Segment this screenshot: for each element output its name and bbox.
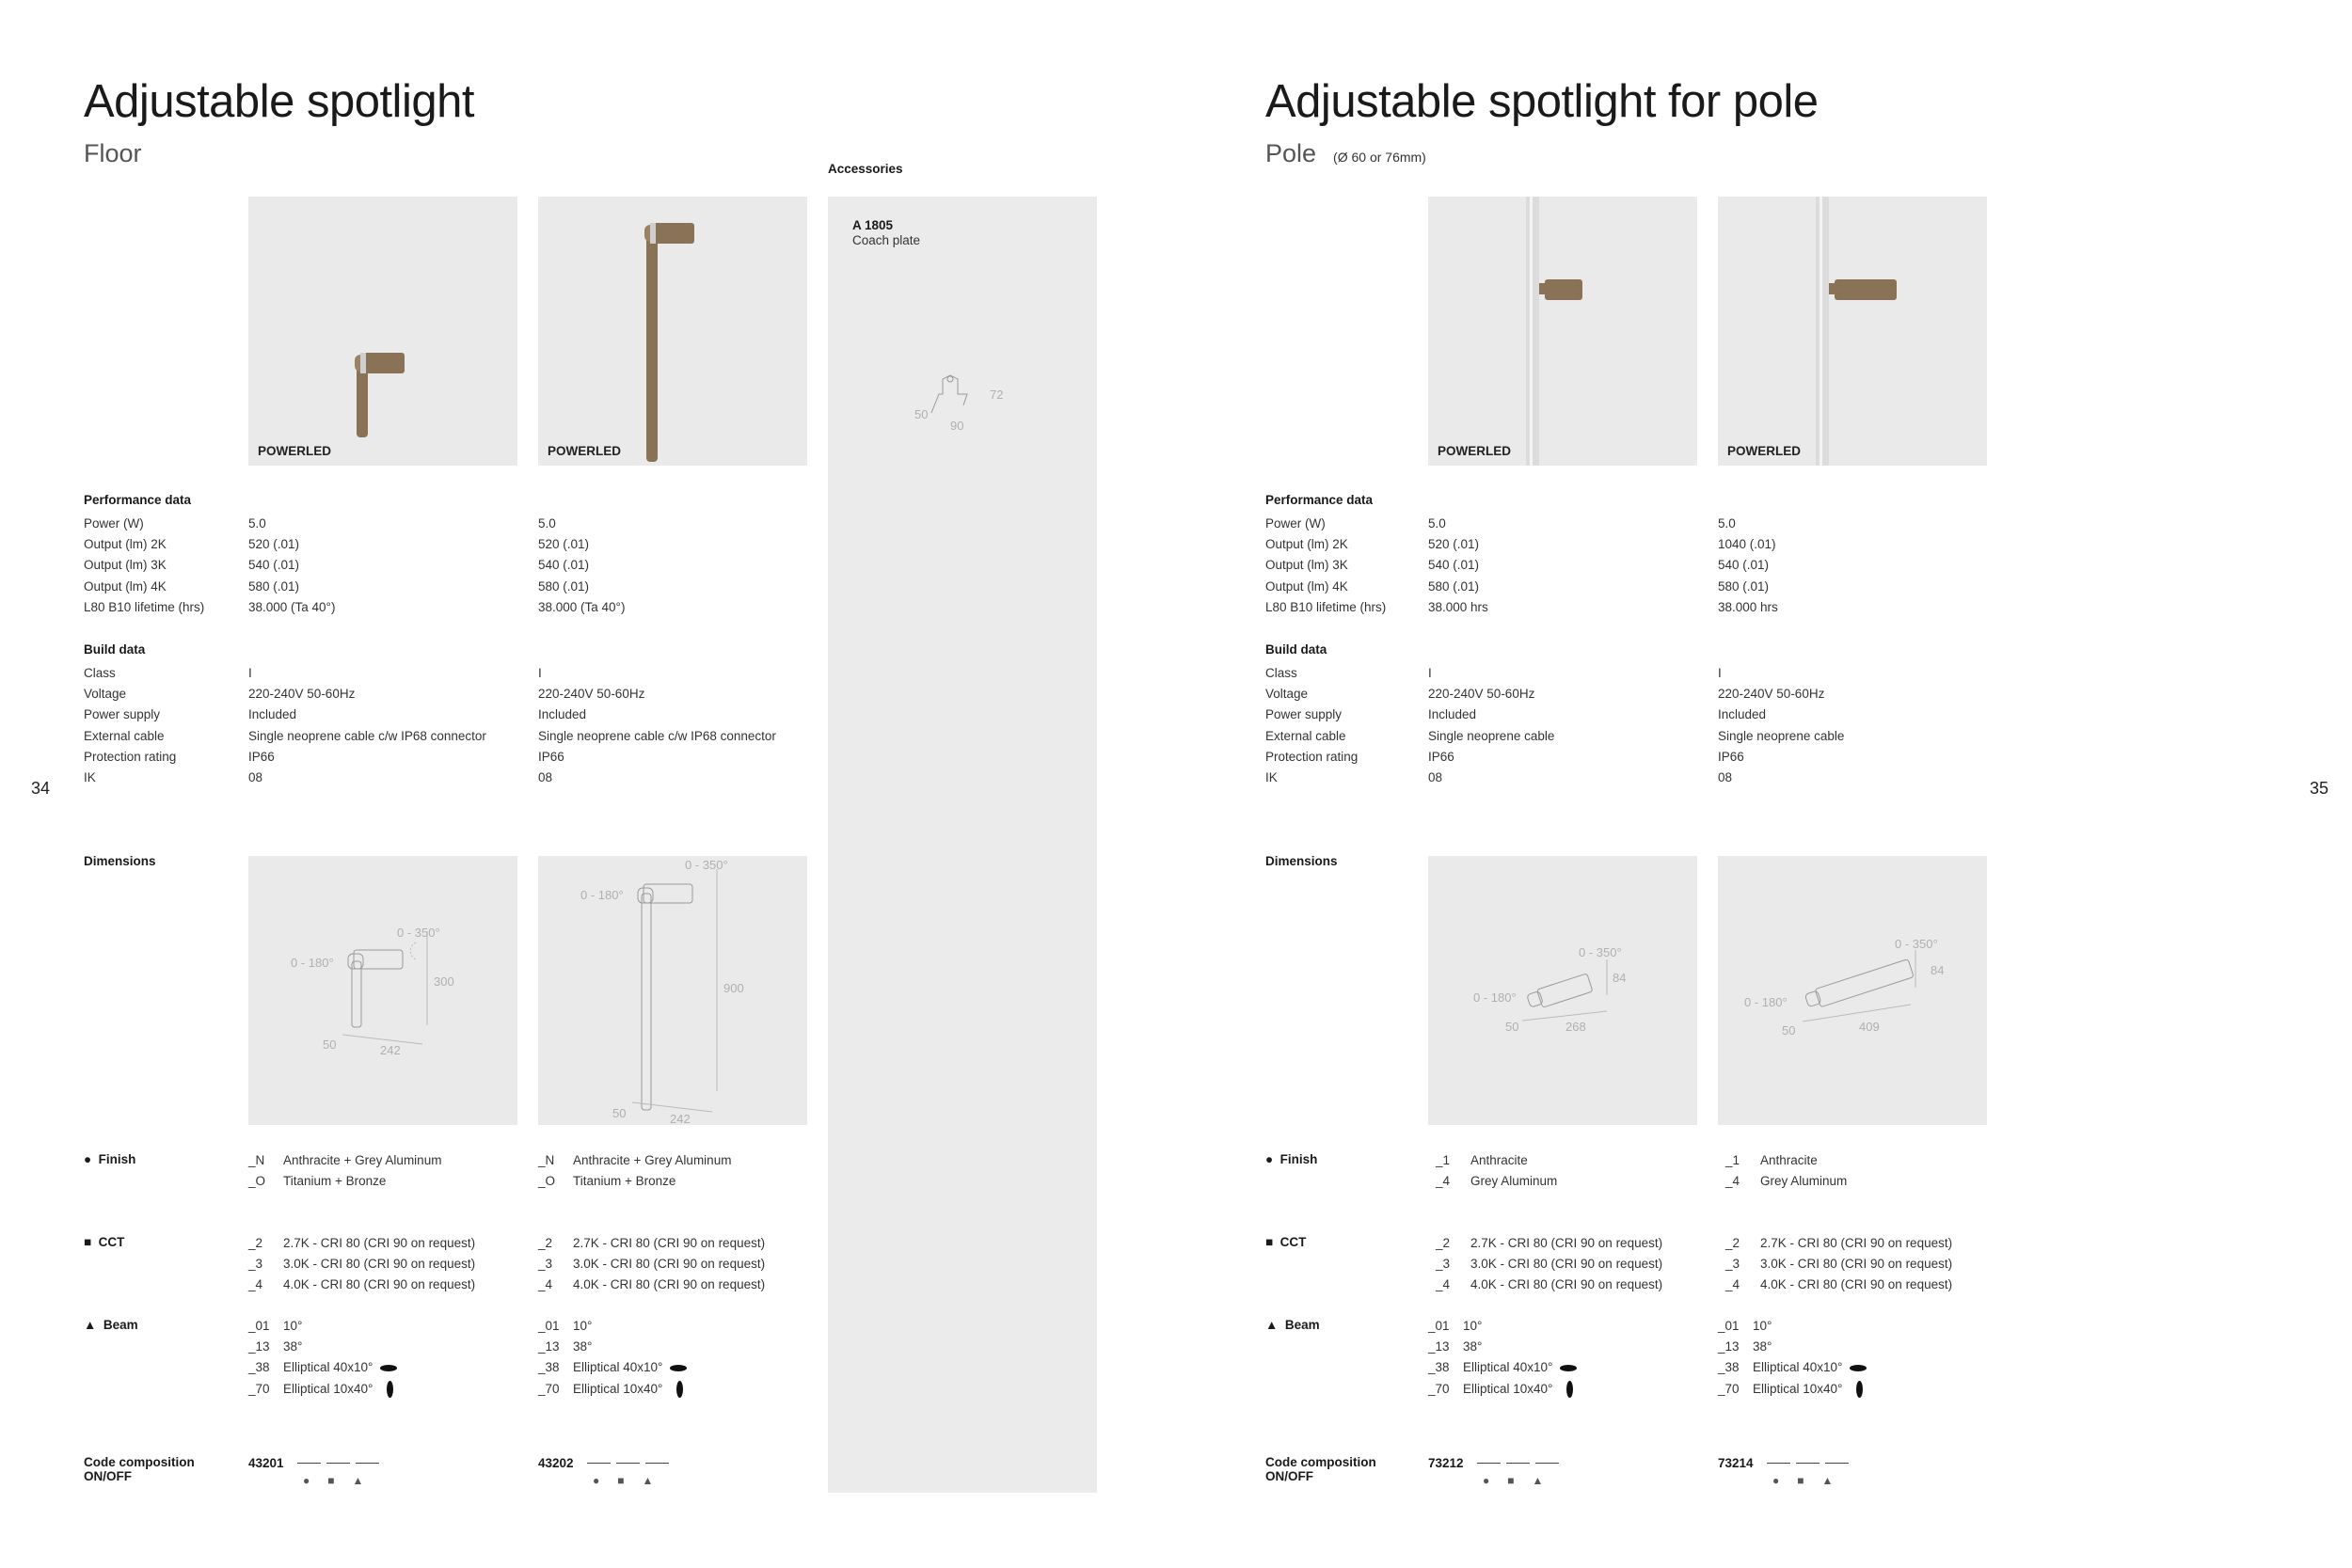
option-row: _70 Elliptical 10x40° xyxy=(248,1379,397,1400)
code-symbols: ●■▲ xyxy=(1483,1474,1562,1487)
option-row: _3 3.0K - CRI 80 (CRI 90 on request) xyxy=(538,1257,766,1272)
cct-options-col1 xyxy=(248,1233,475,1296)
product-code: 43202 xyxy=(538,1456,574,1470)
product-tag-powerled: POWERLED xyxy=(1438,444,1512,458)
value-power: 5.0 xyxy=(538,516,556,531)
option-row: _70 Elliptical 10x40° xyxy=(538,1379,687,1400)
label-voltage: Voltage xyxy=(1265,687,1309,702)
dim-height: 72 xyxy=(990,388,1004,402)
spotlight-short-illustration xyxy=(248,197,517,466)
option-row: _4 4.0K - CRI 80 (CRI 90 on request) xyxy=(1436,1277,1663,1292)
horizontal-ellipse-icon xyxy=(670,1365,687,1371)
beam-options-col2 xyxy=(538,1316,687,1400)
value-lifetime: 38.000 hrs xyxy=(1428,599,1488,614)
value-class: I xyxy=(538,666,542,680)
finish-options-col1 xyxy=(1436,1150,1557,1192)
finish-options-col2 xyxy=(538,1150,731,1192)
value-output-3k: 540 (.01) xyxy=(1428,558,1480,573)
pole-spotlight-short-illustration xyxy=(1428,197,1697,466)
dim-tilt: 0 - 180° xyxy=(1473,990,1517,1005)
label-power: Power (W) xyxy=(84,516,144,531)
dim-tilt: 0 - 180° xyxy=(1744,995,1788,1009)
label-ik: IK xyxy=(1265,770,1278,785)
cct-label: CCT xyxy=(98,1235,125,1249)
cct-options-col1 xyxy=(1436,1233,1662,1296)
value-output-2k: 520 (.01) xyxy=(538,537,590,552)
left-page-title: Adjustable spotlight xyxy=(84,76,474,127)
dim-width: 50 xyxy=(323,1037,337,1052)
dim-tilt: 0 - 180° xyxy=(580,888,624,902)
horizontal-ellipse-icon xyxy=(1560,1365,1577,1371)
dimension-drawing-short xyxy=(248,856,517,1125)
option-row: _3 3.0K - CRI 80 (CRI 90 on request) xyxy=(1725,1257,1953,1272)
finish-heading xyxy=(1265,1152,1317,1166)
value-ik: 08 xyxy=(538,770,553,785)
value-class: I xyxy=(248,666,252,680)
value-output-2k: 1040 (.01) xyxy=(1718,537,1776,552)
label-output-3k: Output (lm) 3K xyxy=(1265,558,1348,573)
value-output-4k: 580 (.01) xyxy=(538,578,590,594)
build-values-col1 xyxy=(1428,663,1554,788)
performance-values-col1 xyxy=(1428,514,1488,618)
label-protection-rating: Protection rating xyxy=(84,749,177,764)
vertical-ellipse-icon xyxy=(387,1381,393,1398)
vertical-ellipse-icon xyxy=(1566,1381,1573,1398)
performance-values-col2 xyxy=(1718,514,1778,618)
finish-label: Finish xyxy=(1279,1152,1318,1166)
cct-heading xyxy=(1265,1235,1306,1249)
code-composition-col2 xyxy=(538,1455,675,1487)
value-protection-rating: IP66 xyxy=(538,749,564,764)
dim-height: 900 xyxy=(723,981,744,995)
dimension-drawing-pole-long-svg xyxy=(1718,856,1987,1125)
dimension-drawing-floor-tall xyxy=(538,856,807,1125)
beam-heading xyxy=(1265,1318,1320,1332)
build-heading: Build data xyxy=(1265,642,1327,657)
right-page-subtitle: Pole (Ø 60 or 76mm) xyxy=(1265,139,1426,167)
value-power: 5.0 xyxy=(1428,516,1446,531)
value-voltage: 220-240V 50-60Hz xyxy=(1428,687,1535,702)
product-image-floor-short xyxy=(248,197,517,466)
label-class: Class xyxy=(1265,666,1297,680)
dimensions-heading: Dimensions xyxy=(84,854,156,868)
performance-heading: Performance data xyxy=(84,493,192,507)
right-page-title: Adjustable spotlight for pole xyxy=(1265,76,1819,127)
value-lifetime: 38.000 (Ta 40°) xyxy=(248,599,336,614)
cct-label: CCT xyxy=(1279,1235,1307,1249)
value-output-2k: 520 (.01) xyxy=(248,537,300,552)
pole-spotlight-long-illustration xyxy=(1718,197,1987,466)
label-output-4k: Output (lm) 4K xyxy=(84,578,167,594)
finish-options-col2 xyxy=(1725,1150,1847,1192)
build-values-col2 xyxy=(538,663,776,788)
beam-label: Beam xyxy=(103,1318,138,1332)
performance-values-col2 xyxy=(538,514,625,618)
dimension-drawing-pole-short-svg xyxy=(1428,856,1697,1125)
dim-length: 409 xyxy=(1859,1020,1880,1034)
performance-values-col1 xyxy=(248,514,335,618)
vertical-ellipse-icon xyxy=(1856,1381,1863,1398)
build-heading: Build data xyxy=(84,642,146,657)
label-protection-rating: Protection rating xyxy=(1265,749,1359,764)
product-tag-powerled: POWERLED xyxy=(1727,444,1802,458)
value-protection-rating: IP66 xyxy=(1428,749,1454,764)
accessories-heading: Accessories xyxy=(828,162,903,176)
product-image-floor-tall xyxy=(538,197,807,466)
cct-heading xyxy=(84,1235,124,1249)
option-row: _4 Grey Aluminum xyxy=(1725,1174,1848,1189)
option-row: _2 2.7K - CRI 80 (CRI 90 on request) xyxy=(538,1236,766,1250)
label-power: Power (W) xyxy=(1265,516,1326,531)
value-output-4k: 580 (.01) xyxy=(248,578,300,594)
dim-tilt: 0 - 180° xyxy=(291,956,334,970)
code-composition-col1 xyxy=(248,1455,385,1487)
label-output-2k: Output (lm) 2K xyxy=(1265,537,1348,552)
finish-label: Finish xyxy=(98,1152,136,1166)
value-output-4k: 580 (.01) xyxy=(1428,578,1480,594)
accessory-name: Coach plate xyxy=(852,233,921,247)
vertical-ellipse-icon xyxy=(676,1381,683,1398)
option-row: _38 Elliptical 40x10° xyxy=(538,1357,687,1378)
value-power: 5.0 xyxy=(1718,516,1736,531)
circle-icon: ● xyxy=(84,1152,92,1166)
label-output-2k: Output (lm) 2K xyxy=(84,537,167,552)
right-page-number: 35 xyxy=(2310,779,2329,798)
triangle-icon: ▲ xyxy=(84,1318,97,1332)
option-row: _4 Grey Aluminum xyxy=(1436,1174,1558,1189)
value-voltage: 220-240V 50-60Hz xyxy=(248,687,356,702)
value-class: I xyxy=(1428,666,1432,680)
option-row: _38 Elliptical 40x10° xyxy=(1428,1357,1577,1378)
beam-heading xyxy=(84,1318,138,1332)
option-row: _N Anthracite + Grey Aluminum xyxy=(538,1153,732,1167)
value-output-3k: 540 (.01) xyxy=(248,558,300,573)
dim-rotation: 0 - 350° xyxy=(397,926,440,940)
option-row: _38 Elliptical 40x10° xyxy=(1718,1357,1867,1378)
value-external-cable: Single neoprene cable xyxy=(1428,728,1555,743)
option-row: _3 3.0K - CRI 80 (CRI 90 on request) xyxy=(1436,1257,1663,1272)
code-composition-col1 xyxy=(1428,1455,1565,1487)
value-external-cable: Single neoprene cable xyxy=(1718,728,1845,743)
label-voltage: Voltage xyxy=(84,687,127,702)
option-row: _4 4.0K - CRI 80 (CRI 90 on request) xyxy=(1725,1277,1953,1292)
option-row: _2 2.7K - CRI 80 (CRI 90 on request) xyxy=(248,1236,476,1250)
accessory-code: A 1805 xyxy=(852,218,894,232)
label-output-3k: Output (lm) 3K xyxy=(84,558,167,573)
dim-length: 90 xyxy=(950,419,964,432)
value-protection-rating: IP66 xyxy=(248,749,275,764)
dim-height: 300 xyxy=(434,974,454,989)
label-ik: IK xyxy=(84,770,96,785)
option-row: _2 2.7K - CRI 80 (CRI 90 on request) xyxy=(1436,1236,1663,1250)
dim-height: 84 xyxy=(1931,963,1945,977)
option-row: _70 Elliptical 10x40° xyxy=(1428,1379,1577,1400)
value-external-cable: Single neoprene cable c/w IP68 connector xyxy=(538,728,776,743)
horizontal-ellipse-icon xyxy=(380,1365,397,1371)
option-row: _O Titanium + Bronze xyxy=(248,1174,387,1189)
option-row: _3 3.0K - CRI 80 (CRI 90 on request) xyxy=(248,1257,476,1272)
value-power: 5.0 xyxy=(248,516,266,531)
dim-height: 84 xyxy=(1613,971,1627,985)
dim-length: 242 xyxy=(670,1112,691,1125)
value-class: I xyxy=(1718,666,1722,680)
label-power-supply: Power supply xyxy=(84,707,161,722)
product-code: 73214 xyxy=(1718,1456,1754,1470)
value-ik: 08 xyxy=(248,770,263,785)
option-row: _13 38° xyxy=(1428,1339,1483,1354)
build-labels xyxy=(1265,663,1358,788)
label-lifetime: L80 B10 lifetime (hrs) xyxy=(1265,599,1387,614)
dim-width: 50 xyxy=(1782,1023,1796,1037)
dim-rotation: 0 - 350° xyxy=(1579,945,1622,959)
product-tag-powerled: POWERLED xyxy=(258,444,332,458)
value-lifetime: 38.000 hrs xyxy=(1718,599,1778,614)
option-row: _01 10° xyxy=(538,1319,593,1333)
performance-labels xyxy=(1265,514,1386,618)
option-row: _13 38° xyxy=(1718,1339,1772,1354)
value-voltage: 220-240V 50-60Hz xyxy=(538,687,645,702)
accessories-panel xyxy=(828,197,1097,1493)
beam-options-col2 xyxy=(1718,1316,1867,1400)
dim-length: 242 xyxy=(380,1043,401,1057)
label-external-cable: External cable xyxy=(84,728,165,743)
label-lifetime: L80 B10 lifetime (hrs) xyxy=(84,599,205,614)
option-row: _01 10° xyxy=(1428,1319,1483,1333)
option-row: _4 4.0K - CRI 80 (CRI 90 on request) xyxy=(248,1277,476,1292)
finish-heading xyxy=(84,1152,135,1166)
product-image-pole-long xyxy=(1718,197,1987,466)
cct-options-col2 xyxy=(1725,1233,1952,1296)
dimension-drawing-floor-short xyxy=(248,856,517,1125)
dimension-drawing-tall xyxy=(538,856,807,1125)
label-class: Class xyxy=(84,666,116,680)
dimensions-heading: Dimensions xyxy=(1265,854,1338,868)
dim-width: 50 xyxy=(612,1106,627,1120)
beam-options-col1 xyxy=(1428,1316,1577,1400)
option-row: _01 10° xyxy=(1718,1319,1772,1333)
triangle-icon: ▲ xyxy=(1265,1318,1279,1332)
option-row: _4 4.0K - CRI 80 (CRI 90 on request) xyxy=(538,1277,766,1292)
dim-rotation: 0 - 350° xyxy=(685,858,728,872)
option-row: _1 Anthracite xyxy=(1725,1153,1818,1167)
performance-labels xyxy=(84,514,204,618)
value-external-cable: Single neoprene cable c/w IP68 connector xyxy=(248,728,486,743)
option-row: _O Titanium + Bronze xyxy=(538,1174,676,1189)
left-page-number: 34 xyxy=(31,779,51,798)
product-code: 73212 xyxy=(1428,1456,1464,1470)
code-symbols: ●■▲ xyxy=(593,1474,672,1487)
value-ik: 08 xyxy=(1718,770,1733,785)
value-ik: 08 xyxy=(1428,770,1443,785)
performance-heading: Performance data xyxy=(1265,493,1374,507)
value-power-supply: Included xyxy=(1718,707,1767,722)
option-row: _13 38° xyxy=(538,1339,593,1354)
product-code: 43201 xyxy=(248,1456,284,1470)
coach-plate-drawing xyxy=(903,356,1025,432)
build-values-col1 xyxy=(248,663,486,788)
option-row: _2 2.7K - CRI 80 (CRI 90 on request) xyxy=(1725,1236,1953,1250)
dim-width: 50 xyxy=(914,407,929,421)
code-symbols: ●■▲ xyxy=(303,1474,382,1487)
option-row: _38 Elliptical 40x10° xyxy=(248,1357,397,1378)
finish-options-col1 xyxy=(248,1150,441,1192)
product-tag-powerled: POWERLED xyxy=(548,444,622,458)
value-output-4k: 580 (.01) xyxy=(1718,578,1770,594)
option-row: _1 Anthracite xyxy=(1436,1153,1528,1167)
code-symbols: ●■▲ xyxy=(1772,1474,1851,1487)
dimension-drawing-pole-short xyxy=(1428,856,1697,1125)
value-voltage: 220-240V 50-60Hz xyxy=(1718,687,1825,702)
dim-length: 268 xyxy=(1565,1020,1586,1034)
label-external-cable: External cable xyxy=(1265,728,1346,743)
beam-label: Beam xyxy=(1284,1318,1320,1332)
value-power-supply: Included xyxy=(538,707,587,722)
dim-width: 50 xyxy=(1505,1020,1519,1034)
build-values-col2 xyxy=(1718,663,1844,788)
code-composition-heading: Code composition ON/OFF xyxy=(1265,1455,1376,1483)
square-icon: ■ xyxy=(84,1235,92,1249)
circle-icon: ● xyxy=(1265,1152,1274,1166)
option-row: _13 38° xyxy=(248,1339,303,1354)
value-lifetime: 38.000 (Ta 40°) xyxy=(538,599,626,614)
cct-options-col2 xyxy=(538,1233,765,1296)
beam-options-col1 xyxy=(248,1316,397,1400)
value-power-supply: Included xyxy=(248,707,297,722)
value-output-2k: 520 (.01) xyxy=(1428,537,1480,552)
build-labels xyxy=(84,663,176,788)
label-output-4k: Output (lm) 4K xyxy=(1265,578,1348,594)
option-row: _01 10° xyxy=(248,1319,303,1333)
value-output-3k: 540 (.01) xyxy=(1718,558,1770,573)
code-composition-heading: Code composition ON/OFF xyxy=(84,1455,195,1483)
value-output-3k: 540 (.01) xyxy=(538,558,590,573)
square-icon: ■ xyxy=(1265,1235,1274,1249)
value-power-supply: Included xyxy=(1428,707,1477,722)
dim-rotation: 0 - 350° xyxy=(1895,937,1938,951)
option-row: _N Anthracite + Grey Aluminum xyxy=(248,1153,442,1167)
label-power-supply: Power supply xyxy=(1265,707,1343,722)
dimension-drawing-pole-long xyxy=(1718,856,1987,1125)
product-image-pole-short xyxy=(1428,197,1697,466)
value-protection-rating: IP66 xyxy=(1718,749,1744,764)
code-composition-col2 xyxy=(1718,1455,1854,1487)
pole-diameter-note: (Ø 60 or 76mm) xyxy=(1333,150,1426,165)
horizontal-ellipse-icon xyxy=(1850,1365,1867,1371)
spotlight-tall-illustration xyxy=(538,197,807,466)
option-row: _70 Elliptical 10x40° xyxy=(1718,1379,1867,1400)
left-page-subtitle: Floor xyxy=(84,139,142,167)
